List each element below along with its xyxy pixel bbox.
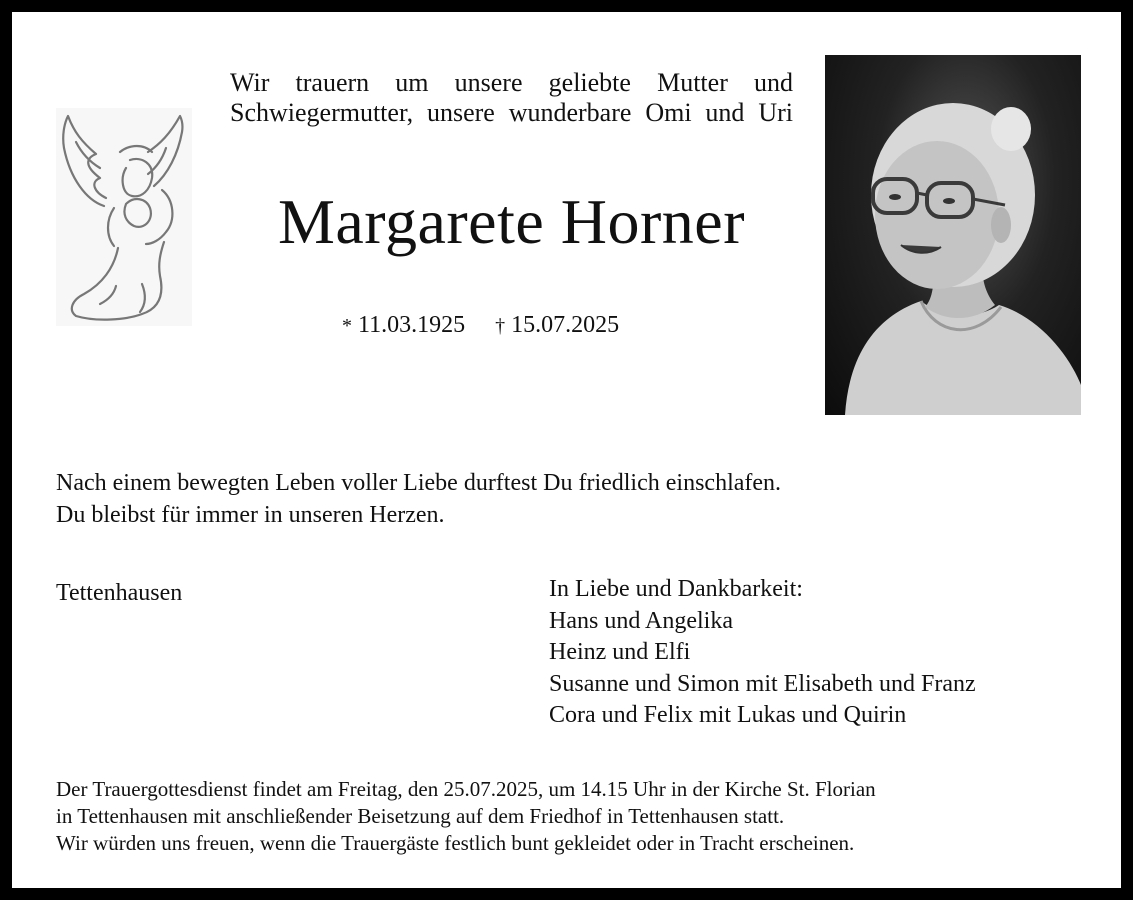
funeral-notice: [56, 776, 876, 857]
life-dates: [342, 310, 619, 341]
quote-line-1: Nach einem bewegten Leben voller Liebe durftest Du friedlich einschlafen.: [56, 470, 782, 496]
memorial-quote: [56, 467, 781, 531]
portrait-figure-icon: [825, 55, 1081, 415]
intro-line-1: Wir trauern um unsere geliebte Mutter und: [230, 68, 793, 97]
notice-line-3: Wir würden uns freuen, wenn die Trauergäste festlich bunt gekleidet oder in Tracht erscheinen.: [56, 831, 855, 855]
death-date: 15.07.2025: [511, 312, 620, 338]
death-symbol: †: [495, 315, 506, 337]
place-name: Tettenhausen: [56, 580, 183, 606]
birth-symbol: *: [342, 315, 352, 337]
notice-line-2: in Tettenhausen mit anschließender Beisetzung auf dem Friedhof in Tettenhausen statt.: [56, 804, 785, 828]
family-member: Heinz und Elfi: [549, 639, 691, 665]
family-member: Susanne und Simon mit Elisabeth und Franz: [549, 670, 976, 697]
deceased-name: Margarete Horner: [277, 186, 746, 257]
obituary-card: [12, 12, 1121, 888]
family-heading: In Liebe und Dankbarkeit:: [549, 576, 803, 602]
portrait-photo: [825, 55, 1081, 415]
birth-date: 11.03.1925: [358, 312, 466, 338]
quote-line-2: Du bleibst für immer in unseren Herzen.: [56, 502, 445, 528]
notice-line-1: Der Trauergottesdienst findet am Freitag, den 25.07.2025, um 14.15 Uhr in der Kirche St. Florian: [56, 777, 876, 801]
family-member: Cora und Felix mit Lukas und Quirin: [549, 702, 907, 728]
intro-line-2: Schwiegermutter, unsere wunderbare Omi und Uri: [230, 98, 793, 127]
family-list: [549, 574, 976, 732]
family-member: Hans und Angelika: [549, 607, 733, 634]
intro-text: [230, 68, 793, 128]
angel-drawing-icon: [56, 108, 192, 326]
